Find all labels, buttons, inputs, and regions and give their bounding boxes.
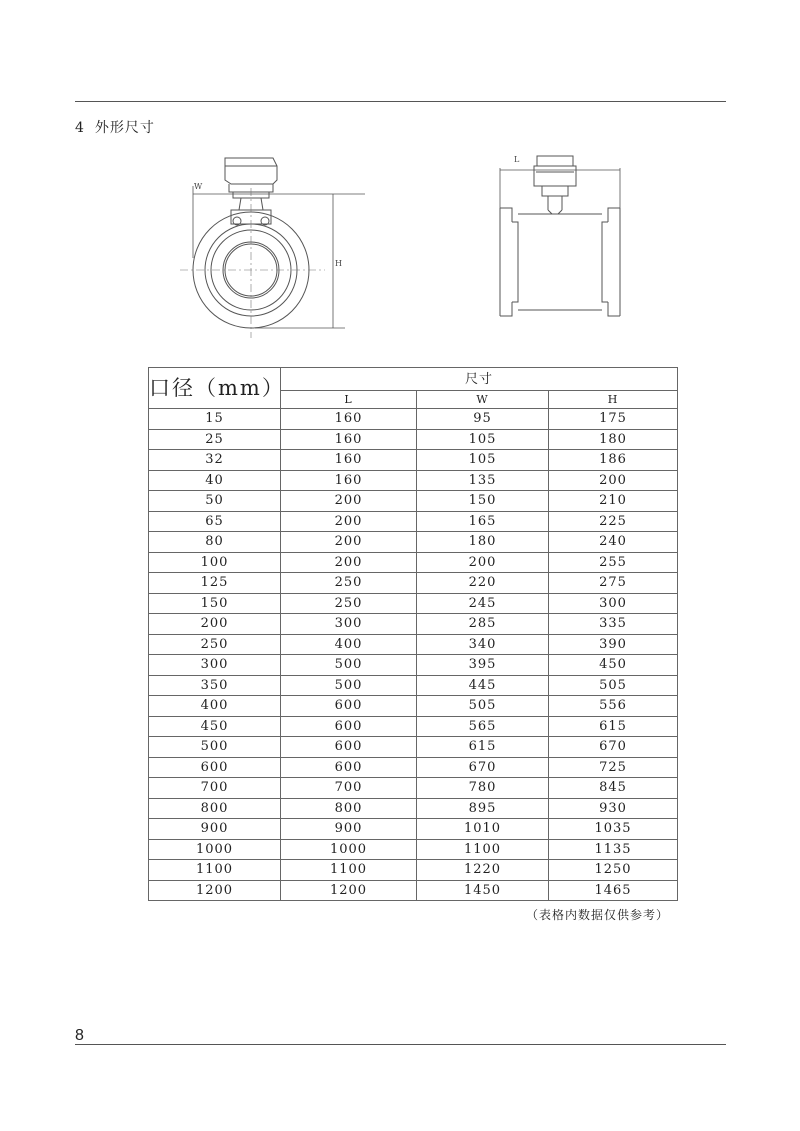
table-cell-w: 180	[417, 532, 549, 553]
side-view-drawing	[490, 148, 635, 328]
table-cell-size: 800	[149, 798, 281, 819]
front-w-label: W	[194, 182, 203, 191]
side-l-label: L	[514, 155, 520, 164]
table-row	[149, 778, 678, 799]
table-cell-h: 556	[549, 696, 678, 717]
table-cell-h: 255	[549, 552, 678, 573]
table-row	[149, 655, 678, 676]
table-cell-h: 505	[549, 675, 678, 696]
table-cell-w: 1450	[417, 880, 549, 901]
table-cell-size: 350	[149, 675, 281, 696]
column-header-w: W	[417, 391, 549, 409]
table-row	[149, 696, 678, 717]
table-cell-h: 725	[549, 757, 678, 778]
table-cell-l: 300	[281, 614, 417, 635]
table-cell-l: 200	[281, 532, 417, 553]
table-cell-w: 445	[417, 675, 549, 696]
table-row	[149, 429, 678, 450]
table-cell-size: 32	[149, 450, 281, 471]
table-cell-h: 210	[549, 491, 678, 512]
table-cell-size: 1100	[149, 860, 281, 881]
table-cell-l: 160	[281, 409, 417, 430]
table-row	[149, 737, 678, 758]
table-cell-l: 200	[281, 552, 417, 573]
front-h-label: H	[335, 259, 342, 268]
table-cell-w: 565	[417, 716, 549, 737]
table-cell-h: 1465	[549, 880, 678, 901]
table-cell-l: 200	[281, 511, 417, 532]
table-row	[149, 450, 678, 471]
table-cell-w: 105	[417, 450, 549, 471]
table-cell-h: 275	[549, 573, 678, 594]
table-cell-h: 180	[549, 429, 678, 450]
table-body	[149, 409, 678, 901]
table-cell-w: 105	[417, 429, 549, 450]
table-cell-l: 160	[281, 450, 417, 471]
table-cell-l: 900	[281, 819, 417, 840]
table-cell-h: 845	[549, 778, 678, 799]
table-cell-l: 200	[281, 491, 417, 512]
table-cell-size: 65	[149, 511, 281, 532]
table-cell-h: 200	[549, 470, 678, 491]
table-cell-h: 300	[549, 593, 678, 614]
table-cell-h: 335	[549, 614, 678, 635]
table-cell-l: 160	[281, 470, 417, 491]
front-view-drawing	[175, 148, 375, 348]
section-title: 外形尺寸	[94, 120, 155, 136]
table-cell-l: 500	[281, 675, 417, 696]
table-cell-w: 285	[417, 614, 549, 635]
table-row	[149, 757, 678, 778]
section-number: 4	[75, 120, 85, 136]
table-cell-size: 1200	[149, 880, 281, 901]
table-cell-l: 600	[281, 696, 417, 717]
table-row	[149, 532, 678, 553]
table-cell-size: 250	[149, 634, 281, 655]
table-cell-h: 930	[549, 798, 678, 819]
table-cell-h: 186	[549, 450, 678, 471]
table-row	[149, 675, 678, 696]
table-cell-w: 150	[417, 491, 549, 512]
table-cell-w: 505	[417, 696, 549, 717]
table-cell-size: 150	[149, 593, 281, 614]
table-cell-size: 100	[149, 552, 281, 573]
table-row	[149, 819, 678, 840]
table-row	[149, 470, 678, 491]
table-cell-size: 40	[149, 470, 281, 491]
table-row	[149, 552, 678, 573]
table-cell-h: 670	[549, 737, 678, 758]
table-cell-h: 1035	[549, 819, 678, 840]
table-row	[149, 880, 678, 901]
table-cell-h: 240	[549, 532, 678, 553]
table-row	[149, 860, 678, 881]
table-cell-size: 50	[149, 491, 281, 512]
table-cell-size: 700	[149, 778, 281, 799]
table-cell-size: 300	[149, 655, 281, 676]
table-row	[149, 409, 678, 430]
table-cell-l: 250	[281, 593, 417, 614]
table-cell-l: 500	[281, 655, 417, 676]
table-row	[149, 798, 678, 819]
size-column-header: 口径（mm）	[149, 368, 281, 409]
table-cell-size: 200	[149, 614, 281, 635]
table-row	[149, 839, 678, 860]
dimension-table	[148, 367, 678, 901]
table-row	[149, 491, 678, 512]
bottom-rule	[75, 1044, 726, 1045]
table-cell-size: 125	[149, 573, 281, 594]
top-rule	[75, 101, 726, 102]
table-cell-h: 450	[549, 655, 678, 676]
table-cell-h: 390	[549, 634, 678, 655]
table-row	[149, 593, 678, 614]
table-cell-h: 1135	[549, 839, 678, 860]
table-cell-w: 395	[417, 655, 549, 676]
table-cell-l: 1000	[281, 839, 417, 860]
table-cell-size: 80	[149, 532, 281, 553]
table-cell-l: 600	[281, 737, 417, 758]
table-cell-w: 340	[417, 634, 549, 655]
table-cell-w: 1100	[417, 839, 549, 860]
table-cell-h: 615	[549, 716, 678, 737]
table-cell-l: 400	[281, 634, 417, 655]
table-cell-w: 615	[417, 737, 549, 758]
table-cell-w: 95	[417, 409, 549, 430]
page-number: 8	[75, 1027, 84, 1044]
table-cell-size: 15	[149, 409, 281, 430]
table-cell-l: 600	[281, 757, 417, 778]
table-cell-h: 225	[549, 511, 678, 532]
reference-note: （表格内数据仅供参考）	[526, 908, 670, 922]
section-heading	[75, 117, 155, 137]
table-row	[149, 573, 678, 594]
table-cell-w: 1220	[417, 860, 549, 881]
table-cell-w: 165	[417, 511, 549, 532]
table-cell-w: 135	[417, 470, 549, 491]
table-cell-l: 160	[281, 429, 417, 450]
table-cell-size: 25	[149, 429, 281, 450]
column-header-l: L	[281, 391, 417, 409]
table-cell-size: 600	[149, 757, 281, 778]
table-cell-l: 250	[281, 573, 417, 594]
table-row	[149, 634, 678, 655]
table-row	[149, 614, 678, 635]
table-cell-l: 600	[281, 716, 417, 737]
table-cell-w: 200	[417, 552, 549, 573]
table-row	[149, 511, 678, 532]
table-cell-size: 900	[149, 819, 281, 840]
table-cell-l: 1100	[281, 860, 417, 881]
dimension-group-header: 尺寸	[281, 368, 678, 391]
column-header-h: H	[549, 391, 678, 409]
table-cell-w: 1010	[417, 819, 549, 840]
table-cell-h: 175	[549, 409, 678, 430]
table-cell-l: 1200	[281, 880, 417, 901]
table-cell-size: 450	[149, 716, 281, 737]
table-cell-l: 800	[281, 798, 417, 819]
table-cell-size: 400	[149, 696, 281, 717]
table-cell-w: 245	[417, 593, 549, 614]
table-cell-w: 780	[417, 778, 549, 799]
table-cell-w: 670	[417, 757, 549, 778]
table-cell-size: 500	[149, 737, 281, 758]
table-cell-w: 220	[417, 573, 549, 594]
table-row	[149, 716, 678, 737]
table-cell-h: 1250	[549, 860, 678, 881]
table-cell-size: 1000	[149, 839, 281, 860]
table-cell-l: 700	[281, 778, 417, 799]
table-cell-w: 895	[417, 798, 549, 819]
